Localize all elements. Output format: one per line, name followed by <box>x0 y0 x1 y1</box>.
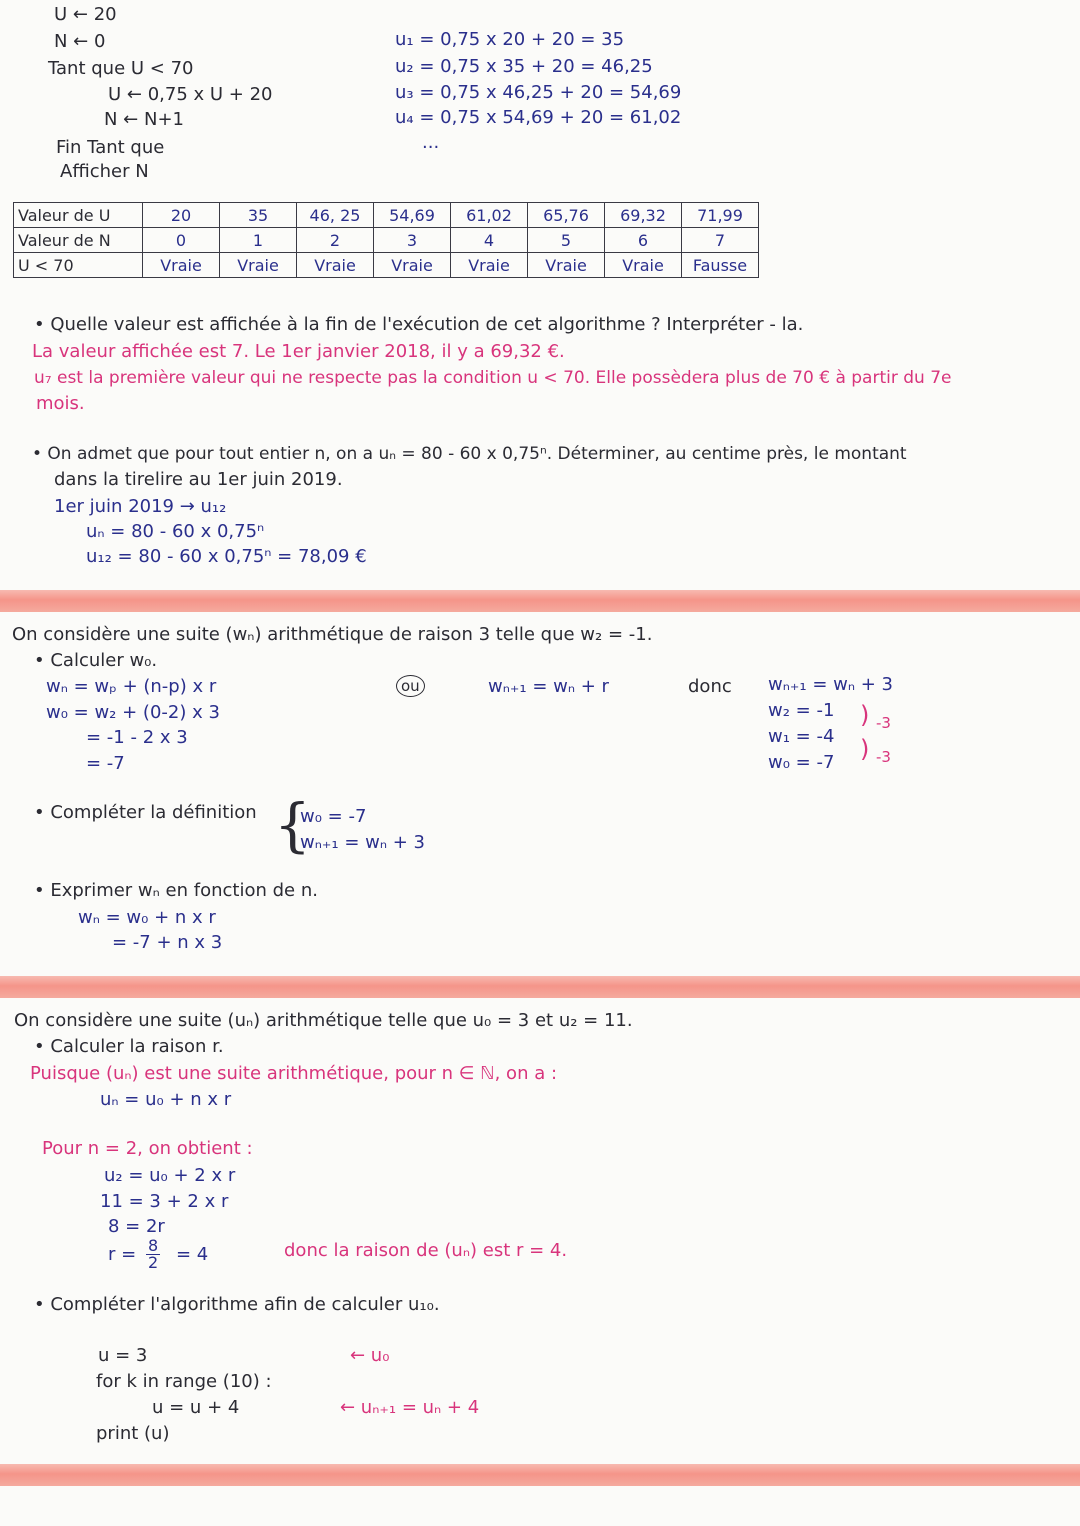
answer-1-line-3: mois. <box>36 393 85 414</box>
step-annotation-2: -3 <box>876 748 891 766</box>
algo-line-2: N ← 0 <box>54 31 106 52</box>
section-2-intro: On considère une suite (wₙ) arithmétique de raison 3 telle que w₂ = -1. <box>12 624 653 645</box>
code-line-2: for k in range (10) : <box>96 1371 272 1392</box>
arrow-annotation-1: ) <box>860 701 870 729</box>
table-cell: 5 <box>528 228 605 253</box>
algo-line-6: Fin Tant que <box>56 137 165 158</box>
algo-line-1: U ← 20 <box>54 4 117 25</box>
term-u2: u₂ = 0,75 x 35 + 20 = 46,25 <box>395 56 653 77</box>
proof-line-6: 8 = 2r <box>108 1216 165 1237</box>
brace-icon: { <box>274 791 311 859</box>
question-2-line-1: • On admet que pour tout entier n, on a uₙ = 80 - 60 x 0,75ⁿ. Déterminer, au centime près, le montant <box>32 444 907 464</box>
fraction <box>146 1238 160 1271</box>
proof-conclusion: donc la raison de (uₙ) est r = 4. <box>284 1240 568 1261</box>
algo-line-4: U ← 0,75 x U + 20 <box>108 84 273 105</box>
table-cell: 71,99 <box>682 203 759 228</box>
q2-line-1: 1er juin 2019 → u₁₂ <box>54 496 227 517</box>
table-cell: Vraie <box>297 253 374 278</box>
table-cell: Vraie <box>220 253 297 278</box>
proof-line-3: Pour n = 2, on obtient : <box>42 1138 253 1159</box>
table-cell: 4 <box>451 228 528 253</box>
section-2-task-2: • Compléter la définition <box>34 802 257 823</box>
table-cell: 65,76 <box>528 203 605 228</box>
proof-line-1: Puisque (uₙ) est une suite arithmétique, pour n ∈ ℕ, on a : <box>30 1063 558 1084</box>
section-3-task-1: • Calculer la raison r. <box>34 1036 224 1057</box>
term-u4: u₄ = 0,75 x 54,69 + 20 = 61,02 <box>395 107 682 128</box>
term-u1: u₁ = 0,75 x 20 + 20 = 35 <box>395 29 625 50</box>
section-3-task-2: • Compléter l'algorithme afin de calculer u₁₀. <box>34 1294 440 1315</box>
code-line-1: u = 3 <box>98 1345 148 1366</box>
formula-line-4: = -7 <box>86 753 125 774</box>
code-note-1: ← u₀ <box>350 1345 390 1366</box>
definition-line-2: wₙ₊₁ = wₙ + 3 <box>300 832 426 853</box>
table-cell: 1 <box>220 228 297 253</box>
table-cell: Vraie <box>374 253 451 278</box>
section-divider <box>0 1464 1080 1486</box>
table-cell: 3 <box>374 228 451 253</box>
answer-1-line-1: La valeur affichée est 7. Le 1er janvier 2018, il y a 69,32 €. <box>32 341 565 362</box>
fraction-denominator: 2 <box>148 1253 159 1272</box>
table-cell: 61,02 <box>451 203 528 228</box>
section-divider <box>0 976 1080 998</box>
donc-label: donc <box>688 676 732 697</box>
table-cell: 6 <box>605 228 682 253</box>
recurrence-line-1: wₙ₊₁ = wₙ + 3 <box>768 674 894 695</box>
term-dots: ... <box>422 132 440 153</box>
table-cell: Fausse <box>682 253 759 278</box>
table-cell: 20 <box>143 203 220 228</box>
table-row-label: U < 70 <box>14 253 143 278</box>
values-table <box>13 202 759 278</box>
algo-line-7: Afficher N <box>60 161 149 182</box>
table-cell: Vraie <box>451 253 528 278</box>
table-cell: Vraie <box>143 253 220 278</box>
definition-line-1: w₀ = -7 <box>300 806 367 827</box>
question-2-line-2: dans la tirelire au 1er juin 2019. <box>54 469 343 490</box>
proof-line-7-result: = 4 <box>176 1244 209 1265</box>
proof-line-2: uₙ = u₀ + n x r <box>100 1089 232 1110</box>
algo-line-5: N ← N+1 <box>104 109 184 130</box>
formula-line-3: = -1 - 2 x 3 <box>86 727 188 748</box>
step-annotation-1: -3 <box>876 714 891 732</box>
table-cell: 35 <box>220 203 297 228</box>
question-1: • Quelle valeur est affichée à la fin de l'exécution de cet algorithme ? Interpréter - la. <box>34 314 804 335</box>
table-cell: Vraie <box>605 253 682 278</box>
algo-line-3: Tant que U < 70 <box>48 58 194 79</box>
recurrence-line-4: w₀ = -7 <box>768 752 835 773</box>
section-divider <box>0 590 1080 612</box>
table-row-label: Valeur de U <box>14 203 143 228</box>
table-cell: 7 <box>682 228 759 253</box>
formula-line-2: w₀ = w₂ + (0-2) x 3 <box>46 702 220 723</box>
answer-1-line-2: u₇ est la première valeur qui ne respecte pas la condition u < 70. Elle possèdera plus de 70 € à partir du 7e <box>34 368 952 388</box>
expression-line-2: = -7 + n x 3 <box>112 932 223 953</box>
table-cell: 54,69 <box>374 203 451 228</box>
expression-line-1: wₙ = w₀ + n x r <box>78 907 216 928</box>
arrow-annotation-2: ) <box>860 735 870 763</box>
section-2-task-3: • Exprimer wₙ en fonction de n. <box>34 880 318 901</box>
section-3-intro: On considère une suite (uₙ) arithmétique telle que u₀ = 3 et u₂ = 11. <box>14 1010 633 1031</box>
table-row <box>14 228 759 253</box>
code-line-4: print (u) <box>96 1423 170 1444</box>
ou-circled: ou <box>396 675 425 697</box>
table-cell: 0 <box>143 228 220 253</box>
table-cell: 69,32 <box>605 203 682 228</box>
formula-line-1: wₙ = wₚ + (n-p) x r <box>46 676 217 697</box>
recurrence-line-2: w₂ = -1 <box>768 700 835 721</box>
table-cell: 46, 25 <box>297 203 374 228</box>
section-2-task-1: • Calculer w₀. <box>34 650 158 671</box>
recurrence-line-3: w₁ = -4 <box>768 726 835 747</box>
proof-line-5: 11 = 3 + 2 x r <box>100 1191 229 1212</box>
proof-line-7-label: r = <box>108 1244 137 1265</box>
table-row <box>14 203 759 228</box>
code-line-3: u = u + 4 <box>152 1397 240 1418</box>
q2-line-2: uₙ = 80 - 60 x 0,75ⁿ <box>86 521 265 542</box>
table-cell: 2 <box>297 228 374 253</box>
table-row-label: Valeur de N <box>14 228 143 253</box>
table-cell: Vraie <box>528 253 605 278</box>
recurrence-formula: wₙ₊₁ = wₙ + r <box>488 676 609 697</box>
fraction-numerator: 8 <box>148 1236 159 1255</box>
q2-line-3: u₁₂ = 80 - 60 x 0,75ⁿ = 78,09 € <box>86 546 367 567</box>
code-note-2: ← uₙ₊₁ = uₙ + 4 <box>340 1397 480 1418</box>
table-row <box>14 253 759 278</box>
proof-line-4: u₂ = u₀ + 2 x r <box>104 1165 236 1186</box>
term-u3: u₃ = 0,75 x 46,25 + 20 = 54,69 <box>395 82 682 103</box>
